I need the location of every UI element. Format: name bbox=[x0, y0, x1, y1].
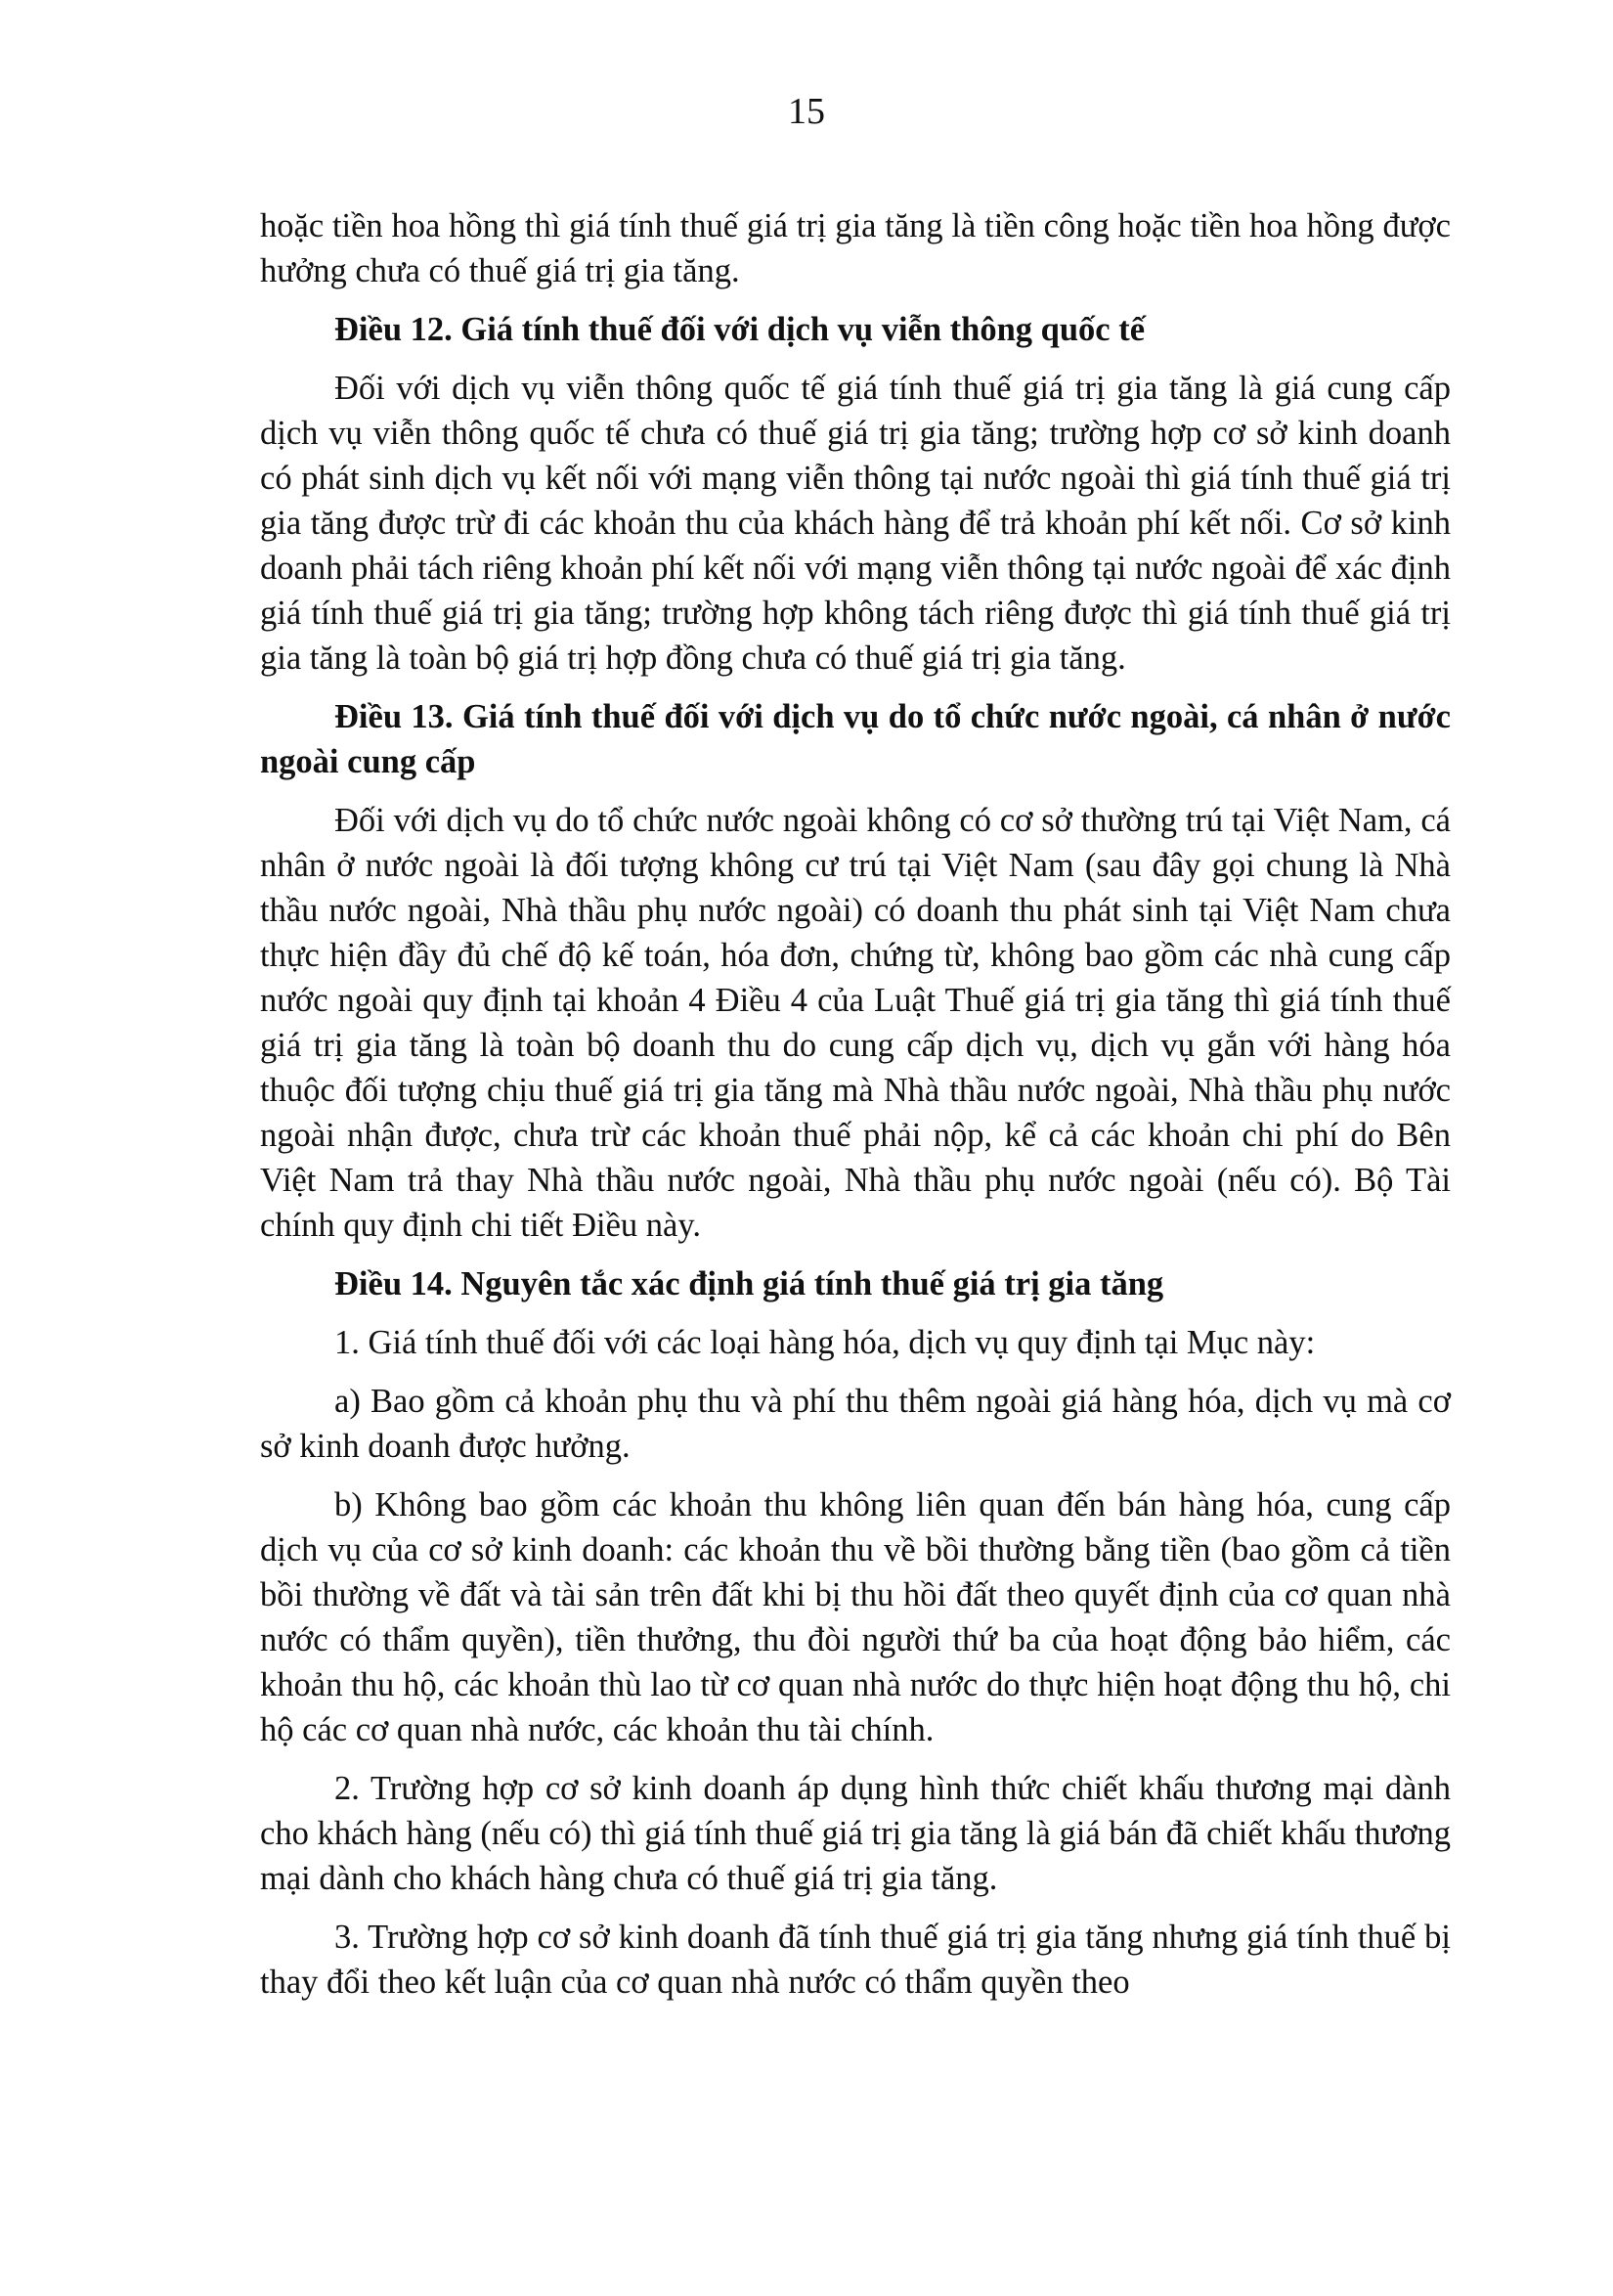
article-14-clause-2: 2. Trường hợp cơ sở kinh doanh áp dụng hình thức chiết khấu thương mại dành cho khách hàng (nếu có) thì giá tính thuế giá trị gia tăng là giá bán đã chiết khấu thương mại dành cho khách hàng chưa có thuế giá trị gia tăng. bbox=[260, 1770, 1451, 1897]
article-13-paragraph: Đối với dịch vụ do tổ chức nước ngoài không có cơ sở thường trú tại Việt Nam, cá nhân ở nước ngoài là đối tượng không cư trú tại Việt Nam (sau đây gọi chung là Nhà thầu nước ngoài, Nhà thầu phụ nước ngoài) có doanh thu phát sinh tại Việt Nam chưa thực hiện đầy đủ chế độ kế toán, hóa đơn, chứng từ, không bao gồm các nhà cung cấp nước ngoài quy định tại khoản 4 Điều 4 của Luật Thuế giá trị gia tăng thì giá tính thuế giá trị gia tăng là toàn bộ doanh thu do cung cấp dịch vụ, dịch vụ gắn với hàng hóa thuộc đối tượng chịu thuế giá trị gia tăng mà Nhà thầu nước ngoài, Nhà thầu phụ nước ngoài nhận được, chưa trừ các khoản thuế phải nộp, kể cả các khoản chi phí do Bên Việt Nam trả thay Nhà thầu nước ngoài, Nhà thầu phụ nước ngoài (nếu có). Bộ Tài chính quy định chi tiết Điều này. bbox=[260, 802, 1451, 1244]
article-14-clause-1: 1. Giá tính thuế đối với các loại hàng hóa, dịch vụ quy định tại Mục này: bbox=[334, 1324, 1316, 1361]
article-13-heading: Điều 13. Giá tính thuế đối với dịch vụ do tổ chức nước ngoài, cá nhân ở nước ngoài cung cấp bbox=[260, 698, 1451, 780]
paragraph-continued: hoặc tiền hoa hồng thì giá tính thuế giá trị gia tăng là tiền công hoặc tiền hoa hồng được hưởng chưa có thuế giá trị gia tăng. bbox=[260, 207, 1451, 289]
article-14-clause-1a: a) Bao gồm cả khoản phụ thu và phí thu thêm ngoài giá hàng hóa, dịch vụ mà cơ sở kinh doanh được hưởng. bbox=[260, 1383, 1451, 1465]
article-14-clause-3: 3. Trường hợp cơ sở kinh doanh đã tính thuế giá trị gia tăng nhưng giá tính thuế bị thay đổi theo kết luận của cơ quan nhà nước có thẩm quyền theo bbox=[260, 1919, 1451, 2001]
page-number: 15 bbox=[788, 91, 825, 132]
article-14-clause-1b: b) Không bao gồm các khoản thu không liên quan đến bán hàng hóa, cung cấp dịch vụ của cơ sở kinh doanh: các khoản thu về bồi thường bằng tiền (bao gồm cả tiền bồi thường về đất và tài sản trên đất khi bị thu hồi đất theo quyết định của cơ quan nhà nước có thẩm quyền), tiền thưởng, thu đòi người thứ ba của hoạt động bảo hiểm, các khoản thu hộ, các khoản thù lao từ cơ quan nhà nước do thực hiện hoạt động thu hộ, chi hộ các cơ quan nhà nước, các khoản thu tài chính. bbox=[260, 1486, 1451, 1748]
article-12-heading: Điều 12. Giá tính thuế đối với dịch vụ viễn thông quốc tế bbox=[334, 311, 1146, 348]
document-body bbox=[260, 203, 1451, 2018]
article-12-paragraph: Đối với dịch vụ viễn thông quốc tế giá tính thuế giá trị gia tăng là giá cung cấp dịch vụ viễn thông quốc tế chưa có thuế giá trị gia tăng; trường hợp cơ sở kinh doanh có phát sinh dịch vụ kết nối với mạng viễn thông tại nước ngoài thì giá tính thuế giá trị gia tăng được trừ đi các khoản thu của khách hàng để trả khoản phí kết nối. Cơ sở kinh doanh phải tách riêng khoản phí kết nối với mạng viễn thông tại nước ngoài để xác định giá tính thuế giá trị gia tăng; trường hợp không tách riêng được thì giá tính thuế giá trị gia tăng là toàn bộ giá trị hợp đồng chưa có thuế giá trị gia tăng. bbox=[260, 370, 1451, 677]
article-14-heading: Điều 14. Nguyên tắc xác định giá tính thuế giá trị gia tăng bbox=[334, 1265, 1164, 1303]
